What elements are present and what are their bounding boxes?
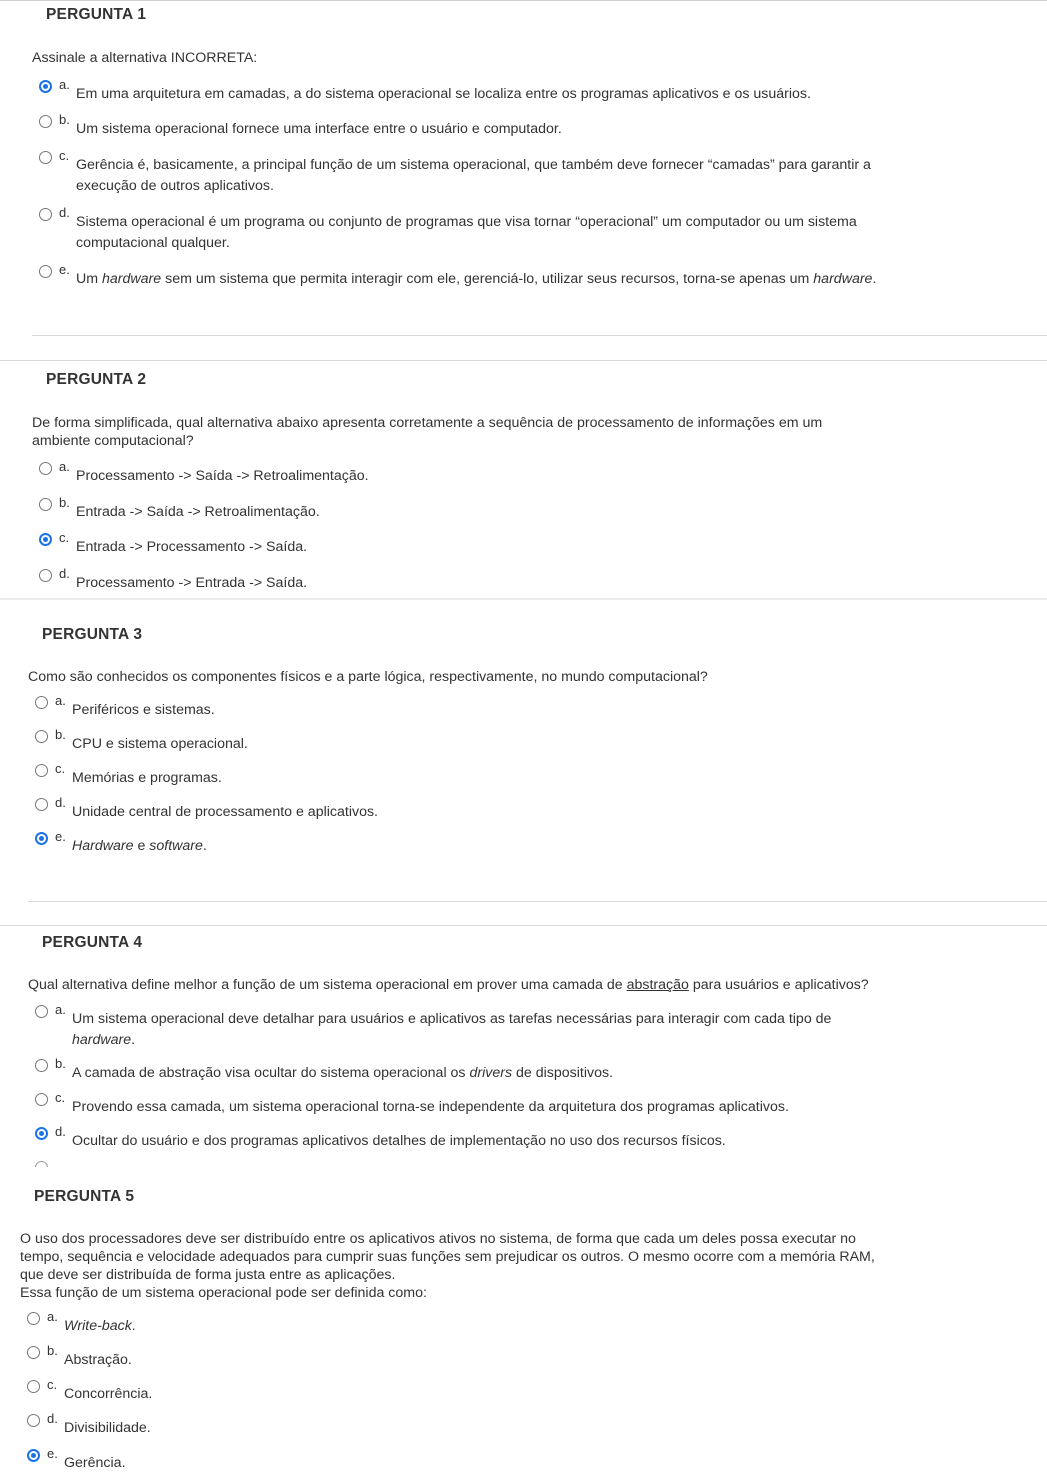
option-letter: c. — [59, 530, 70, 545]
option-text: CPU e sistema operacional. — [72, 736, 248, 752]
question-3-title: PERGUNTA 3 — [42, 626, 143, 643]
radio-button[interactable] — [35, 696, 48, 709]
radio-button[interactable] — [27, 1414, 40, 1427]
radio-button[interactable] — [27, 1346, 40, 1359]
radio-button-selected[interactable] — [35, 832, 48, 845]
option-letter: a. — [55, 1002, 66, 1017]
radio-button[interactable] — [35, 730, 48, 743]
option-text: Gerência. — [64, 1455, 126, 1471]
question-1-prompt: Assinale a alternativa INCORRETA: — [32, 50, 258, 66]
question-divider — [0, 925, 1047, 926]
radio-button-selected[interactable] — [39, 533, 52, 546]
radio-button[interactable] — [39, 569, 52, 582]
option-letter: b. — [47, 1343, 58, 1358]
radio-button[interactable] — [35, 1093, 48, 1106]
option-text: Unidade central de processamento e aplicativos. — [72, 804, 378, 820]
option-letter: a. — [55, 693, 66, 708]
question-divider — [0, 360, 1047, 361]
radio-button[interactable] — [39, 208, 52, 221]
question-divider — [28, 901, 1047, 902]
option-text: Processamento -> Entrada -> Saída. — [76, 575, 308, 591]
option-letter: a. — [47, 1309, 58, 1324]
option-text: Entrada -> Processamento -> Saída. — [76, 539, 308, 555]
radio-button[interactable] — [39, 265, 52, 278]
option-text: Abstração. — [64, 1352, 132, 1368]
cropped-radio-edge — [35, 1161, 48, 1167]
radio-button[interactable] — [39, 115, 52, 128]
top-divider — [0, 0, 1047, 1]
option-letter: d. — [55, 1124, 66, 1139]
option-letter: c. — [55, 1090, 66, 1105]
option-text: Concorrência. — [64, 1386, 153, 1402]
option-text: A camada de abstração visa ocultar do sistema operacional os drivers de dispositivos. — [72, 1065, 614, 1081]
radio-button-selected[interactable] — [27, 1449, 40, 1462]
radio-button[interactable] — [27, 1380, 40, 1393]
option-text: Divisibilidade. — [64, 1420, 151, 1436]
option-text: Write-back. — [64, 1318, 136, 1334]
option-letter: b. — [55, 1056, 66, 1071]
option-text: Gerência é, basicamente, a principal função de um sistema operacional, que também deve fornecer “camadas” para garantir a execução de outros aplicativos. — [76, 157, 871, 194]
option-text: Memórias e programas. — [72, 770, 222, 786]
radio-button[interactable] — [35, 764, 48, 777]
radio-button[interactable] — [27, 1312, 40, 1325]
option-text: Processamento -> Saída -> Retroalimentação. — [76, 468, 369, 484]
radio-button[interactable] — [35, 798, 48, 811]
question-4-prompt: Qual alternativa define melhor a função de um sistema operacional em prover uma camada de abstração para usuários e aplicativos? — [28, 977, 869, 993]
radio-button-selected[interactable] — [39, 80, 52, 93]
option-letter: d. — [59, 205, 70, 220]
radio-button[interactable] — [39, 462, 52, 475]
question-5-title: PERGUNTA 5 — [34, 1188, 135, 1205]
question-1-title: PERGUNTA 1 — [46, 6, 147, 23]
option-text: Entrada -> Saída -> Retroalimentação. — [76, 504, 320, 520]
option-text: Hardware e software. — [72, 838, 207, 854]
radio-button-selected[interactable] — [35, 1127, 48, 1140]
option-letter: c. — [59, 148, 70, 163]
option-letter: d. — [47, 1411, 58, 1426]
option-text: Um sistema operacional deve detalhar para usuários e aplicativos as tarefas necessárias para interagir com cada tipo de hardware. — [72, 1011, 832, 1048]
option-text: Um hardware sem um sistema que permita interagir com ele, gerenciá-lo, utilizar seus recursos, torna-se apenas um hardware. — [76, 271, 877, 287]
option-letter: e. — [59, 262, 70, 277]
question-2-prompt: De forma simplificada, qual alternativa abaixo apresenta corretamente a sequência de processamento de informações em um ambiente computacional? — [32, 415, 823, 449]
question-3-prompt: Como são conhecidos os componentes físicos e a parte lógica, respectivamente, no mundo computacional? — [28, 669, 708, 685]
radio-button[interactable] — [35, 1059, 48, 1072]
question-5-prompt: O uso dos processadores deve ser distribuído entre os aplicativos ativos no sistema, de forma que cada um deles possa executar no tempo, sequência e velocidade adequados para cumprir suas funções sem prejudicar os outros. O mesmo ocorre com a memória RAM, que deve ser distribuída de forma justa entre as aplicações. Essa função de um sistema operacional pode ser definida como: — [20, 1231, 875, 1301]
option-text: Sistema operacional é um programa ou conjunto de programas que visa tornar “operacional” um computador ou um sistema computacional qualquer. — [76, 214, 857, 251]
option-letter: e. — [47, 1446, 58, 1461]
option-text: Em uma arquitetura em camadas, a do sistema operacional se localiza entre os programas aplicativos e os usuários. — [76, 86, 811, 102]
option-text: Provendo essa camada, um sistema operacional torna-se independente da arquitetura dos programas aplicativos. — [72, 1099, 789, 1115]
question-divider — [32, 335, 1047, 336]
option-letter: b. — [55, 727, 66, 742]
question-2-title: PERGUNTA 2 — [46, 371, 147, 388]
option-letter: e. — [55, 829, 66, 844]
option-text: Ocultar do usuário e dos programas aplicativos detalhes de implementação no uso dos recursos físicos. — [72, 1133, 726, 1149]
option-text: Um sistema operacional fornece uma interface entre o usuário e computador. — [76, 121, 562, 137]
screenshot-seam — [0, 598, 1047, 600]
option-text: Periféricos e sistemas. — [72, 702, 215, 718]
radio-button[interactable] — [39, 498, 52, 511]
radio-button[interactable] — [39, 151, 52, 164]
option-letter: c. — [47, 1377, 58, 1392]
question-4-title: PERGUNTA 4 — [42, 934, 143, 951]
option-letter: b. — [59, 112, 70, 127]
option-letter: a. — [59, 459, 70, 474]
radio-button[interactable] — [35, 1005, 48, 1018]
option-letter: c. — [55, 761, 66, 776]
option-letter: b. — [59, 495, 70, 510]
option-letter: a. — [59, 77, 70, 92]
option-letter: d. — [55, 795, 66, 810]
option-letter: d. — [59, 566, 70, 581]
